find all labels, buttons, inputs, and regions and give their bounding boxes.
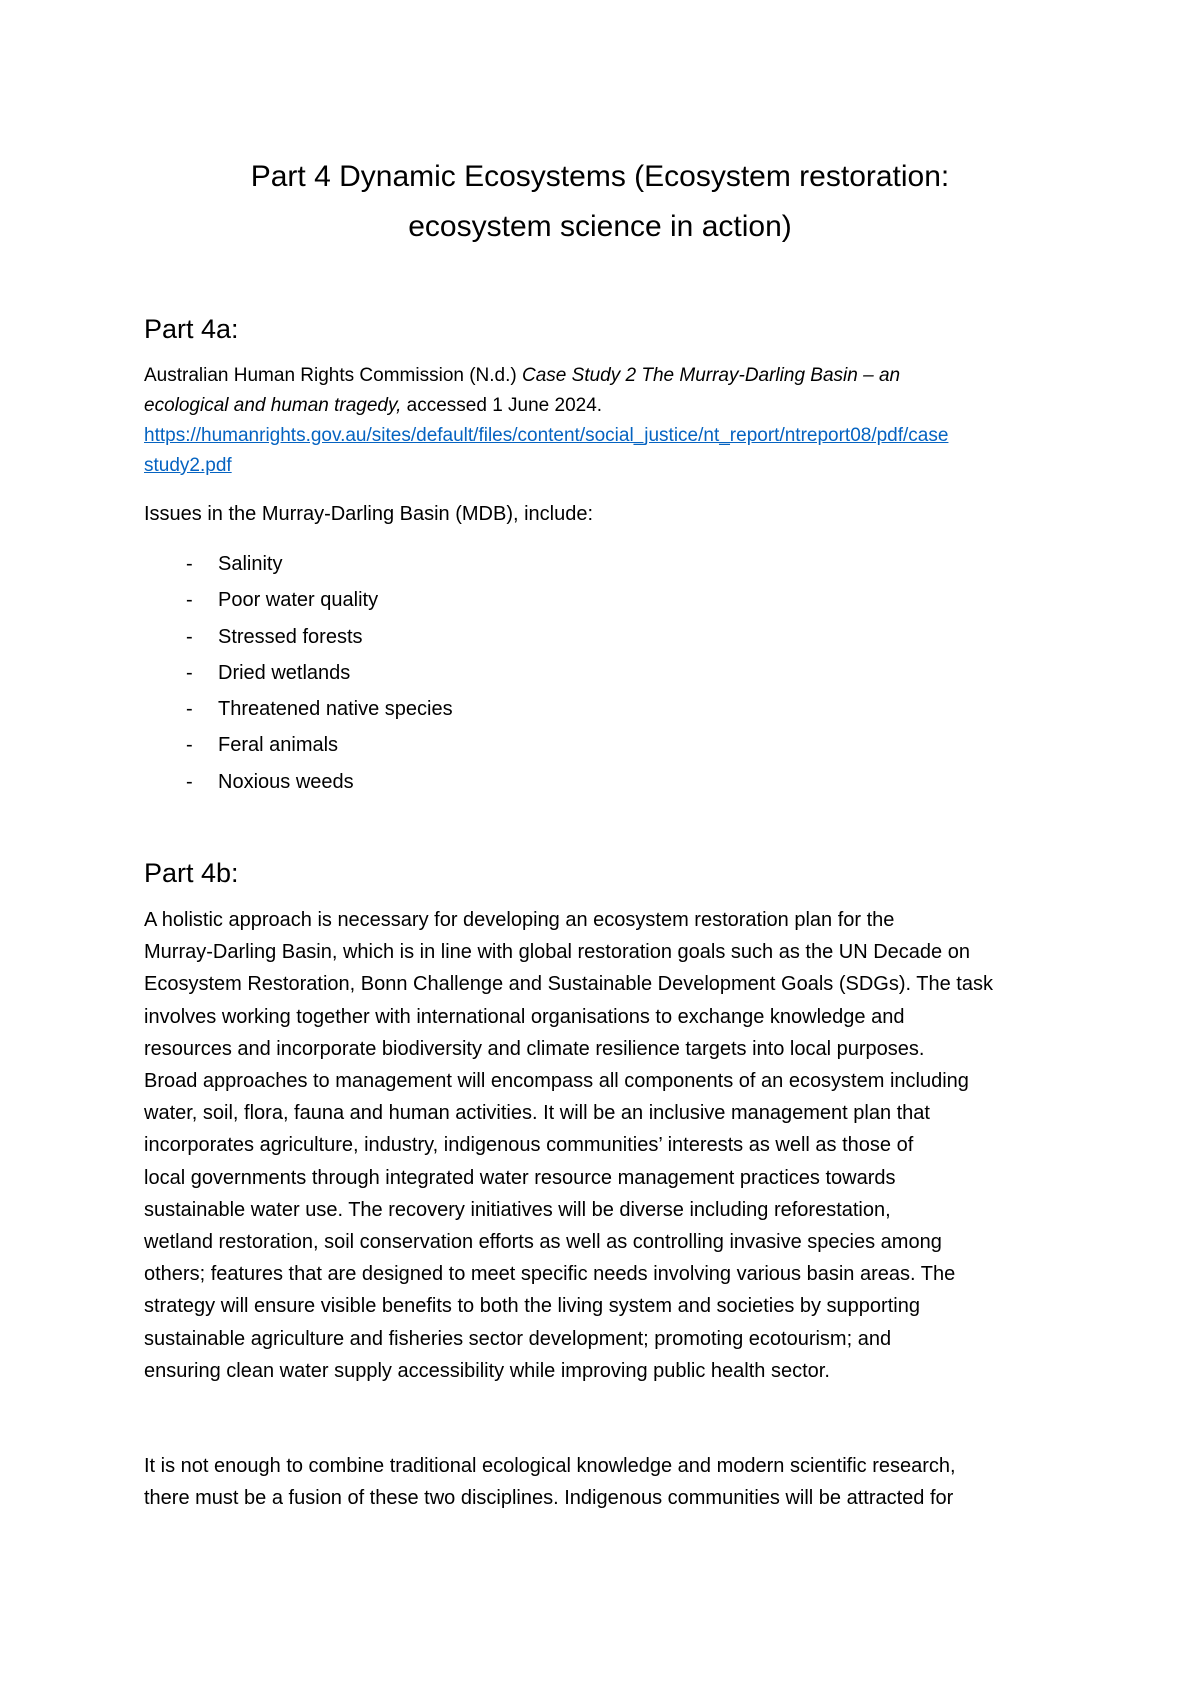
paragraph-line: Ecosystem Restoration, Bonn Challenge and Sustainable Development Goals (SDGs). The task (144, 973, 993, 996)
paragraph-line: water, soil, flora, fauna and human activities. It will be an inclusive management plan that (144, 1102, 930, 1125)
reference-accessed: accessed 1 June 2024. (406, 395, 603, 416)
list-item: - Noxious weeds (186, 770, 354, 793)
paragraph-line: involves working together with international organisations to exchange knowledge and (144, 1005, 905, 1028)
part-4b-paragraph-1 (144, 904, 1066, 1387)
paragraph-line: ensuring clean water supply accessibility while improving public health sector. (144, 1359, 830, 1382)
reference-title-part2: ecological and human tragedy, (144, 395, 402, 416)
reference-url-line-1[interactable]: https://humanrights.gov.au/sites/default/files/content/social_justice/nt_report/ntreport08/pdf/case (144, 425, 949, 446)
paragraph-line: Murray-Darling Basin, which is in line with global restoration goals such as the UN Decade on (144, 941, 970, 964)
list-item: - Poor water quality (186, 589, 379, 612)
paragraph-line: strategy will ensure visible benefits to both the living system and societies by supporting (144, 1295, 920, 1318)
title-line-1: Part 4 Dynamic Ecosystems (Ecosystem restoration: (250, 160, 950, 193)
paragraph-line: sustainable agriculture and fisheries sector development; promoting ecotourism; and (144, 1327, 892, 1350)
list-item: - Dried wetlands (186, 661, 351, 684)
paragraph-line: sustainable water use. The recovery initiatives will be diverse including reforestation, (144, 1198, 891, 1221)
list-item: - Feral animals (186, 734, 339, 757)
issues-list (144, 546, 453, 800)
paragraph-line: A holistic approach is necessary for developing an ecosystem restoration plan for the (144, 909, 895, 931)
part-4a-heading: Part 4a: (144, 314, 239, 344)
document-title (144, 152, 1056, 252)
paragraph-line: It is not enough to combine traditional ecological knowledge and modern scientific research, (144, 1455, 956, 1477)
paragraph-line: others; features that are designed to meet specific needs involving various basin areas. The (144, 1263, 956, 1286)
list-item: - Salinity (186, 553, 283, 575)
paragraph-line: Broad approaches to management will encompass all components of an ecosystem including (144, 1070, 969, 1093)
reference-title-part1: Case Study 2 The Murray-Darling Basin – an (522, 365, 901, 386)
part-4b-heading: Part 4b: (144, 858, 239, 888)
title-line-2: ecosystem science in action) (408, 210, 792, 243)
part-4b-paragraph-2 (144, 1450, 1066, 1514)
paragraph-line: wetland restoration, soil conservation efforts as well as controlling invasive species among (144, 1231, 942, 1254)
paragraph-line: incorporates agriculture, industry, indigenous communities’ interests as well as those of (144, 1134, 914, 1157)
reference-line-2 (144, 391, 602, 421)
reference-url-line-2[interactable]: study2.pdf (144, 455, 232, 476)
list-item: - Stressed forests (186, 625, 363, 648)
paragraph-line: resources and incorporate biodiversity and climate resilience targets into local purposes. (144, 1037, 925, 1060)
issues-intro: Issues in the Murray-Darling Basin (MDB), include: (144, 503, 594, 525)
reference-line-1 (144, 361, 900, 391)
paragraph-line: local governments through integrated water resource management practices towards (144, 1166, 896, 1189)
list-item: - Threatened native species (186, 698, 453, 721)
reference-author: Australian Human Rights Commission (N.d.) (144, 365, 517, 386)
paragraph-line: there must be a fusion of these two disciplines. Indigenous communities will be attracted for (144, 1487, 954, 1510)
